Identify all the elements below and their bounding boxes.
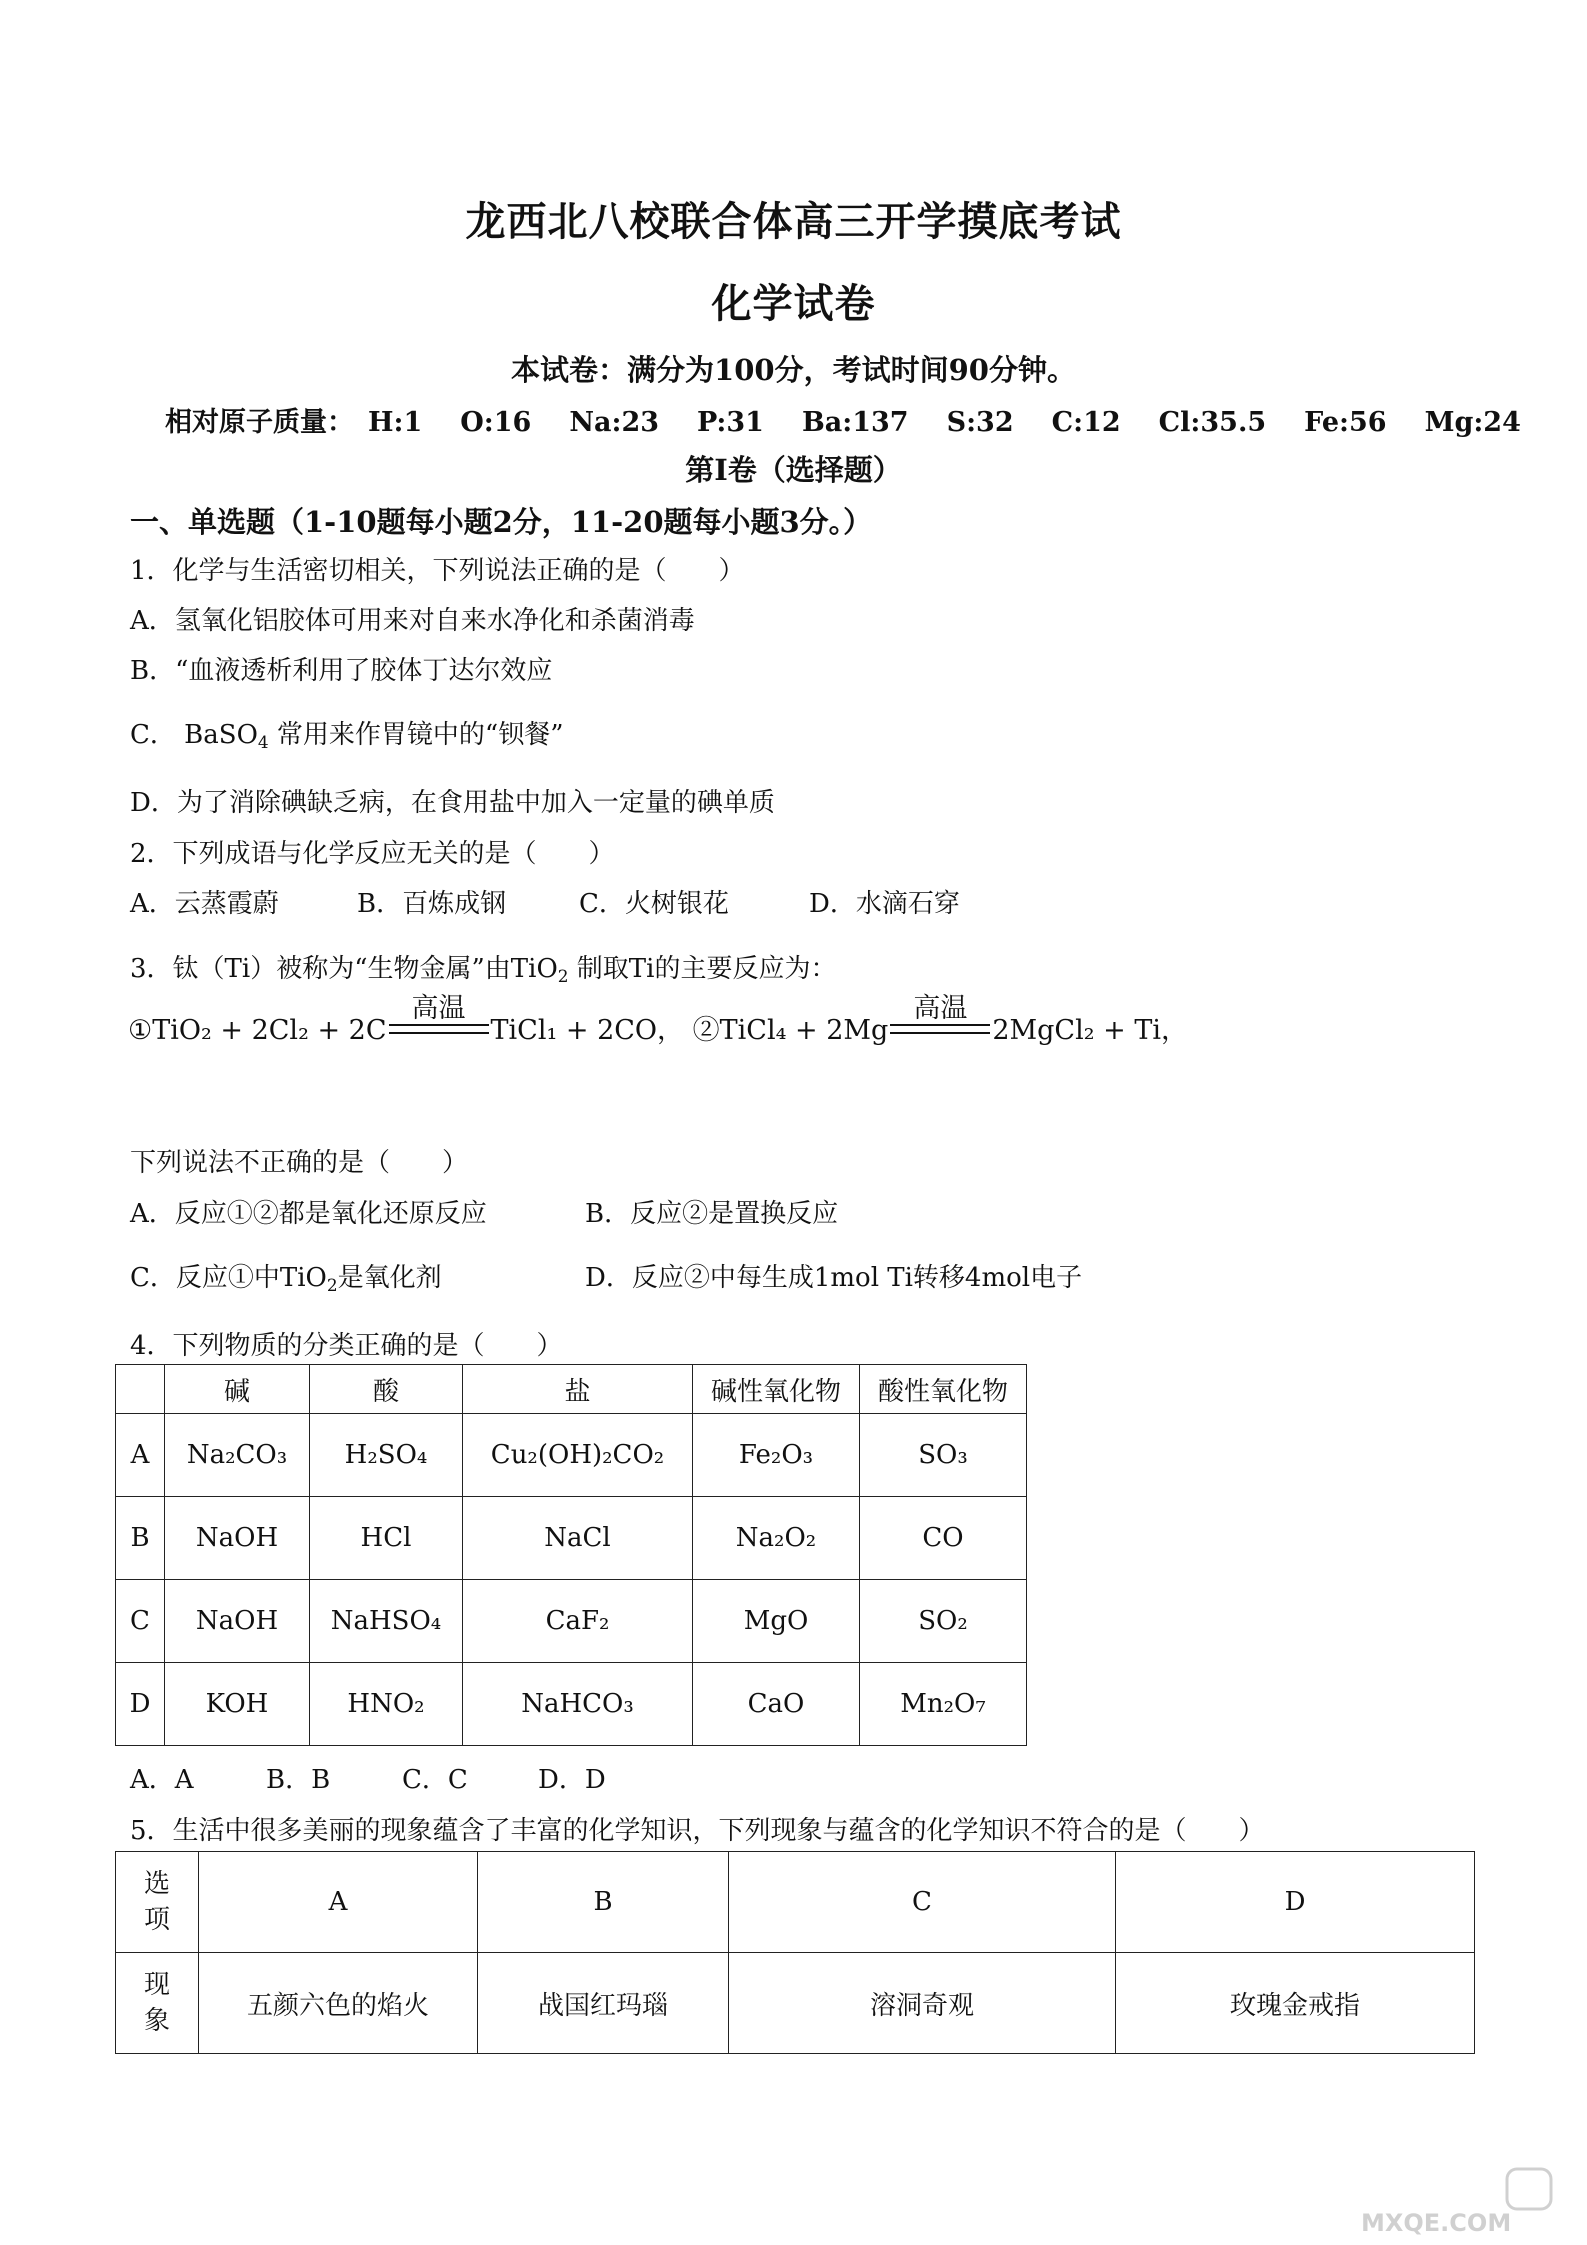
q3-c-a: C．反应①中TiO	[130, 1263, 327, 1293]
q1-stem: 1．化学与生活密切相关，下列说法正确的是（ ）	[130, 556, 745, 586]
eq1-arrow	[389, 992, 489, 1034]
q4-option-c: C．C	[402, 1765, 468, 1795]
mass-c: C:12	[1051, 407, 1121, 438]
eq2-arrow	[890, 992, 990, 1034]
exam-info: 本试卷：满分为100分，考试时间90分钟。	[511, 353, 1076, 387]
q5-stem: 5．生活中很多美丽的现象蕴含了丰富的化学知识，下列现象与蕴含的化学知识不符合的是（ ）	[130, 1816, 1265, 1846]
q3-c-sub: 2	[326, 1275, 338, 1296]
row-label-phenomenon	[116, 1953, 199, 2054]
q3-stem-b: 制取Ti的主要反应为：	[576, 954, 837, 984]
table-cell: Fe₂O₃	[693, 1414, 860, 1497]
mass-mg: Mg:24	[1424, 407, 1521, 438]
eq2-left: ②TiCl₄ + 2Mg	[692, 1015, 889, 1046]
q2-option-a: A．云蒸霞蔚	[130, 889, 279, 919]
q3-option-c	[130, 1257, 585, 1295]
q3-options-ab	[130, 1193, 838, 1230]
mass-na: Na:23	[569, 407, 660, 438]
table-cell: 溶洞奇观	[729, 1953, 1116, 2054]
table-cell: MgO	[693, 1580, 860, 1663]
table-cell: CaF₂	[463, 1580, 693, 1663]
table-cell: D	[1116, 1852, 1475, 1953]
q4-option-b: B．B	[266, 1765, 331, 1795]
q3-option-b: B．反应②是置换反应	[585, 1199, 839, 1229]
table-cell: 战国红玛瑙	[478, 1953, 729, 2054]
watermark-text: MXQE.COM	[1361, 2209, 1512, 2237]
q1-option-b: B．“血液透析利用了胶体丁达尔效应	[130, 656, 553, 686]
eq1-condition: 高温	[411, 992, 466, 1024]
eq2-right: 2MgCl₂ + Ti，	[992, 1015, 1188, 1046]
q2-option-b: B．百炼成钢	[357, 889, 507, 919]
table-cell: C	[729, 1852, 1116, 1953]
table-cell: HNO₂	[310, 1663, 463, 1746]
q1-c-rest: 常用来作胃镜中的“钡餐”	[276, 720, 564, 750]
table-cell: NaCl	[463, 1497, 693, 1580]
table-cell: C	[116, 1580, 165, 1663]
table-cell: HCl	[310, 1497, 463, 1580]
table-cell: CaO	[693, 1663, 860, 1746]
eq1-right: TiCl₁ + 2CO，	[490, 1015, 685, 1046]
table-cell: KOH	[165, 1663, 310, 1746]
q3-options-cd	[130, 1257, 1082, 1295]
table-cell: D	[116, 1663, 165, 1746]
mass-o: O:16	[460, 407, 532, 438]
table-cell: B	[116, 1497, 165, 1580]
table-cell: SO₂	[860, 1580, 1027, 1663]
table-row	[116, 1852, 1475, 1953]
masses-label: 相对原子质量：	[165, 407, 354, 438]
q3-prompt: 下列说法不正确的是（ ）	[130, 1148, 469, 1178]
table-header: 盐	[463, 1365, 693, 1414]
table-cell: NaOH	[165, 1580, 310, 1663]
table-cell: A	[116, 1414, 165, 1497]
atomic-masses	[165, 400, 1559, 439]
table-cell: A	[199, 1852, 478, 1953]
q4-options	[130, 1759, 606, 1796]
watermark-logo	[1357, 2167, 1567, 2237]
mass-ba: Ba:137	[801, 407, 909, 438]
label-char: 选	[143, 1869, 170, 1899]
section-heading: 一、单选题（1-10题每小题2分，11-20题每小题3分。）	[130, 505, 873, 539]
table-cell: Cu₂(OH)₂CO₂	[463, 1414, 693, 1497]
q2-options	[130, 883, 960, 920]
table-cell: 玫瑰金戒指	[1116, 1953, 1475, 2054]
exam-subtitle: 化学试卷	[711, 280, 876, 327]
table-cell: B	[478, 1852, 729, 1953]
q1-c-prefix: C．	[130, 720, 176, 750]
q1-c-sub: 4	[257, 732, 269, 753]
q1-option-d: D．为了消除碘缺乏病，在食用盐中加入一定量的碘单质	[130, 788, 775, 818]
table-cell: SO₃	[860, 1414, 1027, 1497]
table-row	[116, 1497, 1027, 1580]
q4-option-d: D．D	[538, 1765, 606, 1795]
eq2-condition: 高温	[913, 992, 968, 1024]
table-header: 碱性氧化物	[693, 1365, 860, 1414]
table-row	[116, 1580, 1027, 1663]
mass-s: S:32	[946, 407, 1014, 438]
q4-option-a: A．A	[130, 1765, 194, 1795]
table-row	[116, 1663, 1027, 1746]
label-char: 现	[143, 1970, 170, 2000]
q3-equations	[128, 992, 1188, 1047]
q3-stem-sub: 2	[557, 966, 569, 987]
q3-option-d: D．反应②中每生成1mol Ti转移4mol电子	[585, 1263, 1083, 1293]
table-cell: 五颜六色的焰火	[199, 1953, 478, 2054]
table-row	[116, 1414, 1027, 1497]
table-cell: NaHSO₄	[310, 1580, 463, 1663]
table-row	[116, 1953, 1475, 2054]
q2-option-d: D．水滴石穿	[809, 889, 960, 919]
mass-fe: Fe:56	[1304, 407, 1387, 438]
q2-stem: 2．下列成语与化学反应无关的是（ ）	[130, 839, 615, 869]
table-cell: NaOH	[165, 1497, 310, 1580]
table-header: 酸	[310, 1365, 463, 1414]
row-label-option	[116, 1852, 199, 1953]
table-header-row	[116, 1365, 1027, 1414]
q1-c-formula: BaSO	[184, 720, 258, 750]
q1-option-c	[130, 714, 564, 752]
table-cell: Na₂CO₃	[165, 1414, 310, 1497]
table-cell: CO	[860, 1497, 1027, 1580]
phenomena-table	[115, 1851, 1475, 2054]
table-cell: NaHCO₃	[463, 1663, 693, 1746]
table-cell: Na₂O₂	[693, 1497, 860, 1580]
mass-h: H:1	[368, 407, 423, 438]
classification-table	[115, 1364, 1027, 1746]
table-header: 碱	[165, 1365, 310, 1414]
q2-option-c: C．火树银花	[579, 889, 729, 919]
volume-heading: 第Ⅰ卷（选择题）	[685, 453, 902, 487]
q3-option-a: A．反应①②都是氧化还原反应	[130, 1199, 487, 1229]
table-cell: H₂SO₄	[310, 1414, 463, 1497]
q4-stem: 4．下列物质的分类正确的是（ ）	[130, 1331, 563, 1361]
table-header: 酸性氧化物	[860, 1365, 1027, 1414]
q1-option-a: A．氢氧化铝胶体可用来对自来水净化和杀菌消毒	[130, 606, 695, 636]
q3-stem	[130, 948, 836, 986]
q3-stem-a: 3．钛（Ti）被称为“生物金属”由TiO	[130, 954, 558, 984]
label-char: 象	[143, 2006, 170, 2036]
q3-c-b: 是氧化剂	[337, 1263, 442, 1293]
eq1-left: ①TiO₂ + 2Cl₂ + 2C	[128, 1015, 387, 1046]
mass-p: P:31	[697, 407, 764, 438]
table-header	[116, 1365, 165, 1414]
exam-title: 龙西北八校联合体高三开学摸底考试	[465, 198, 1122, 245]
table-cell: Mn₂O₇	[860, 1663, 1027, 1746]
label-char: 项	[143, 1905, 170, 1935]
mass-cl: Cl:35.5	[1158, 407, 1267, 438]
